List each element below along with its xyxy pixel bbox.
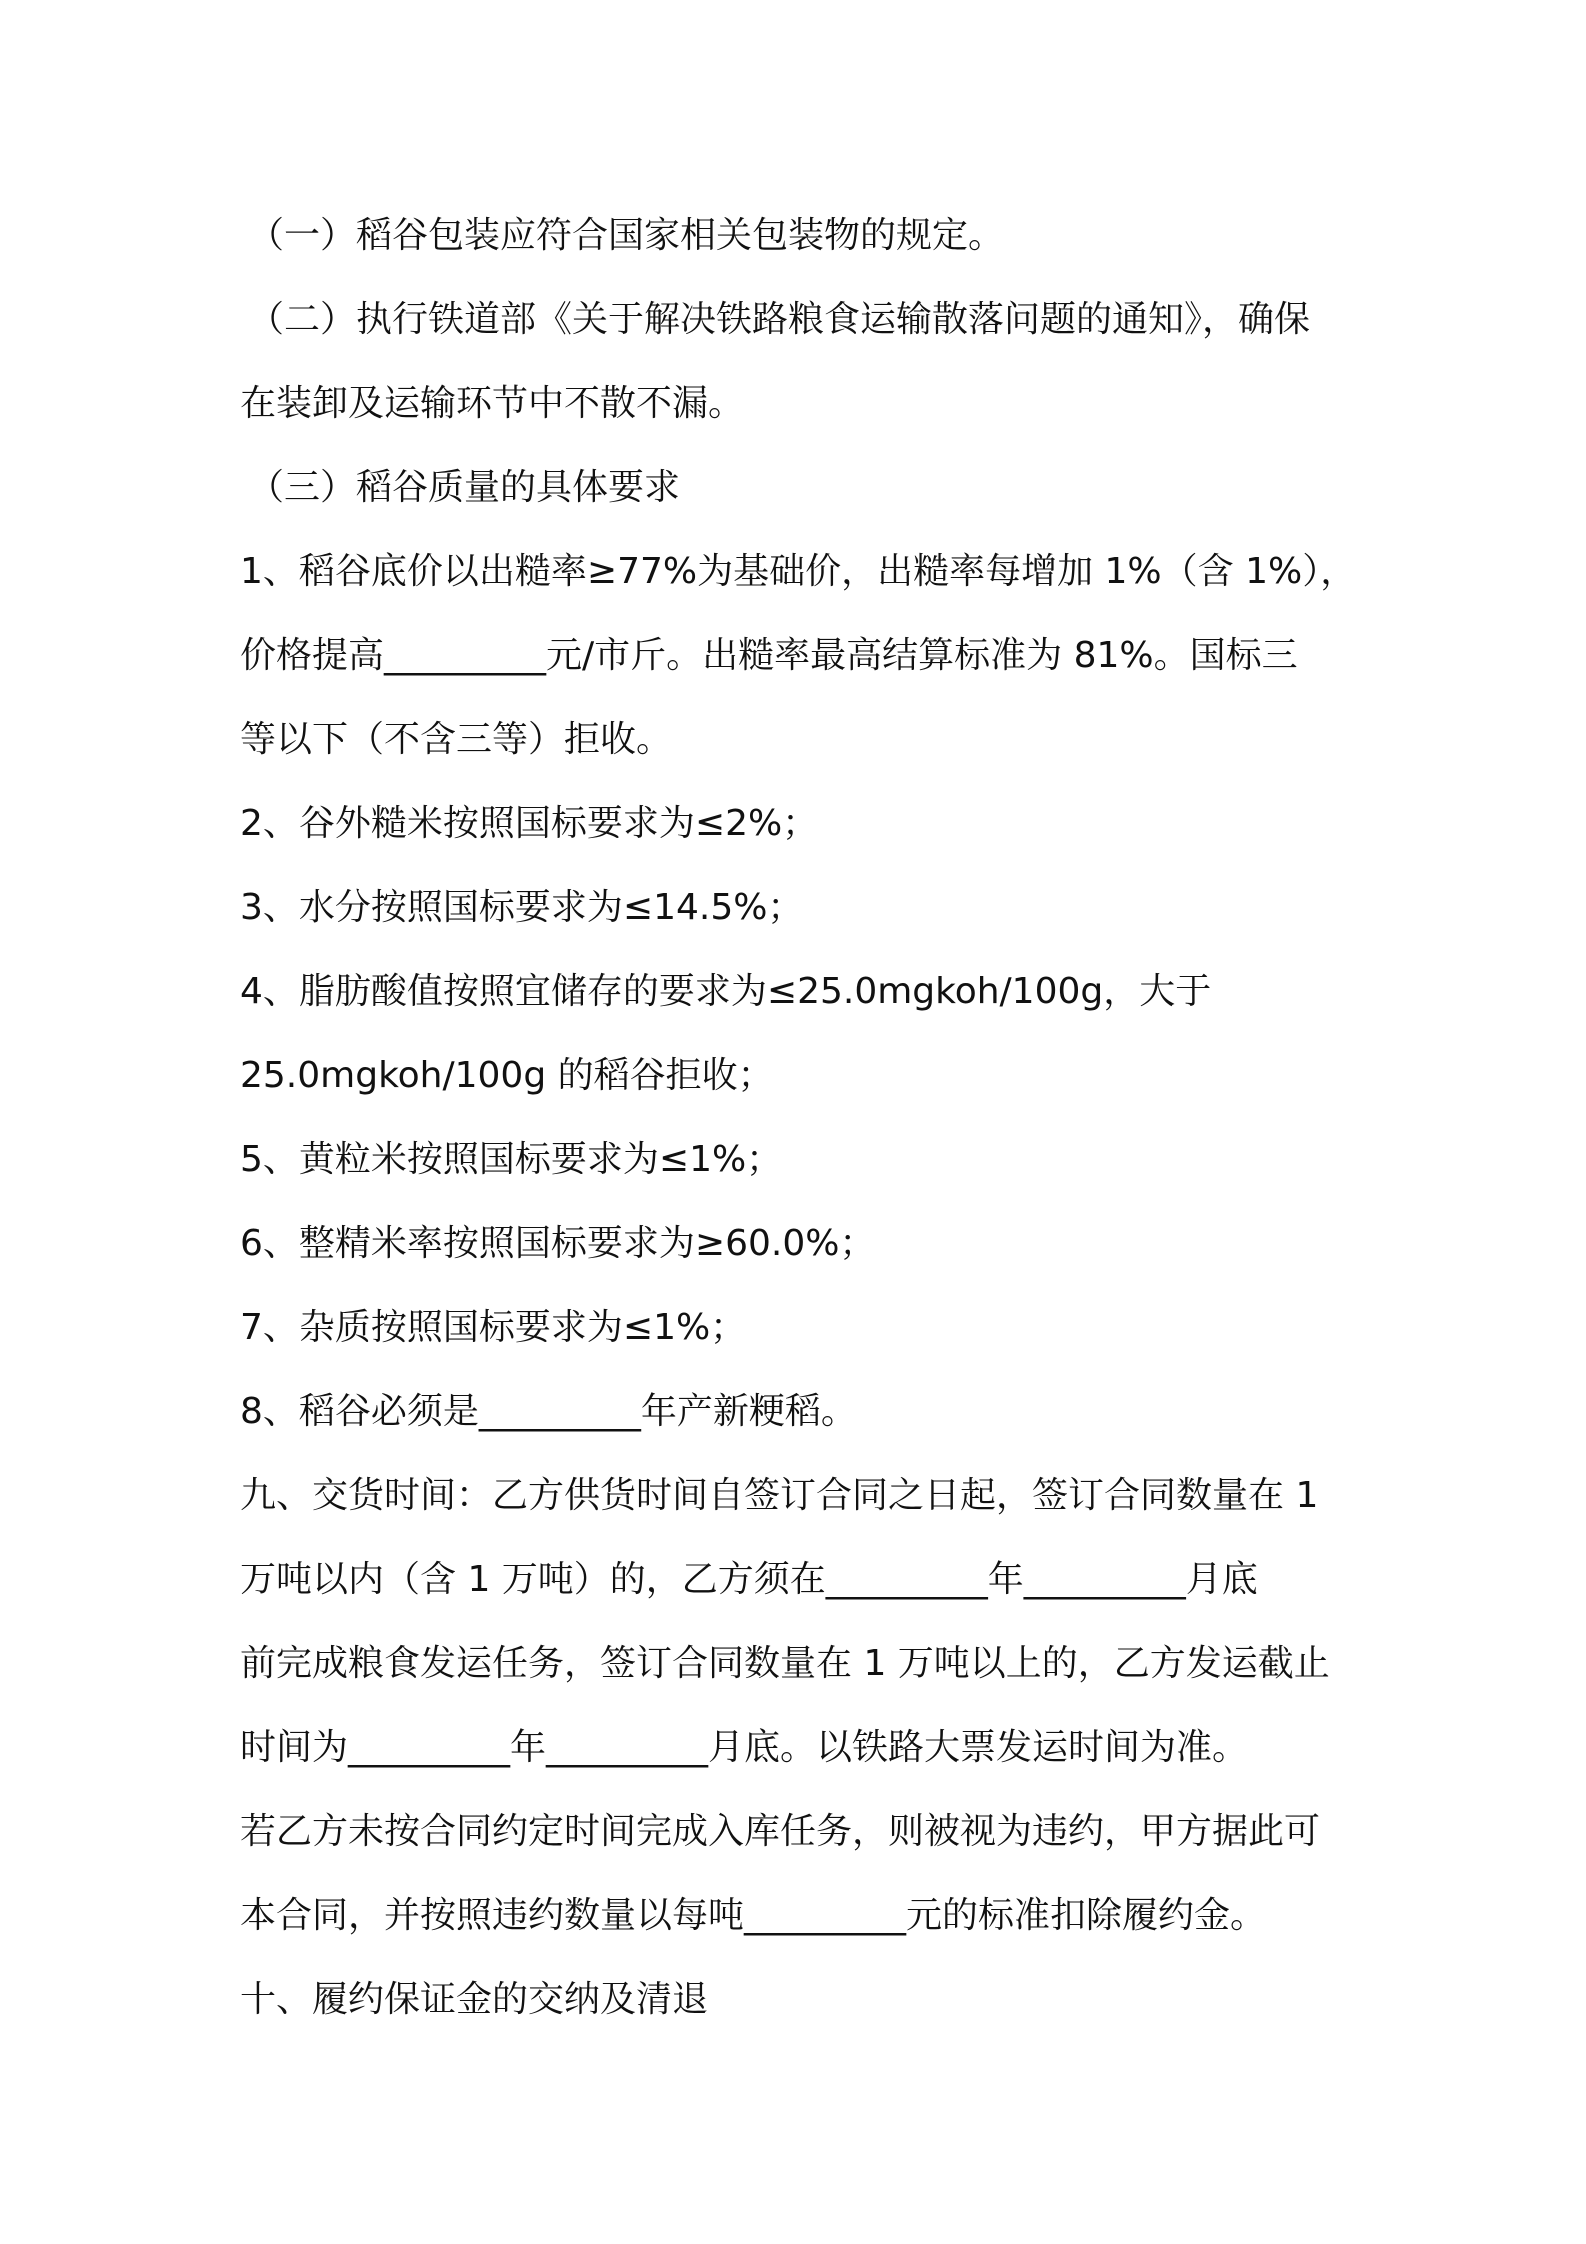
section-delivery-time-cont: 万吨以内（含 1 万吨）的，乙方须在_________年_________月底 bbox=[240, 1559, 1258, 1600]
breach-clause-cont: 本合同，并按照违约数量以每吨_________元的标准扣除履约金。 bbox=[240, 1895, 1267, 1936]
section-deposit-heading: 十、履约保证金的交纳及清退 bbox=[240, 1979, 709, 2020]
quality-item-6: 6、整精米率按照国标要求为≥60.0%； bbox=[240, 1223, 876, 1264]
quality-item-7: 7、杂质按照国标要求为≤1%； bbox=[240, 1307, 747, 1348]
quality-item-5: 5、黄粒米按照国标要求为≤1%； bbox=[240, 1139, 783, 1180]
quality-item-1-cont: 价格提高_________元/市斤。出糙率最高结算标准为 81%。国标三 bbox=[240, 635, 1298, 676]
quality-item-1-cont-2: 等以下（不含三等）拒收。 bbox=[240, 719, 673, 760]
section-delivery-time-cont-2: 前完成粮食发运任务，签订合同数量在 1 万吨以上的，乙方发运截止 bbox=[240, 1643, 1330, 1684]
section-delivery-time: 九、交货时间：乙方供货时间自签订合同之日起，签订合同数量在 1 bbox=[240, 1475, 1319, 1516]
clause-packaging: （一）稻谷包装应符合国家相关包装物的规定。 bbox=[248, 215, 1005, 256]
quality-item-4: 4、脂肪酸值按照宜储存的要求为≤25.0mgkoh/100g，大于 bbox=[240, 971, 1212, 1012]
section-quality-heading: （三）稻谷质量的具体要求 bbox=[248, 467, 681, 508]
breach-clause: 若乙方未按合同约定时间完成入库任务，则被视为违约，甲方据此可 bbox=[240, 1811, 1321, 1852]
section-delivery-time-cont-3: 时间为_________年_________月底。以铁路大票发运时间为准。 bbox=[240, 1727, 1249, 1768]
document-body bbox=[240, 194, 1360, 2042]
quality-item-2: 2、谷外糙米按照国标要求为≤2%； bbox=[240, 803, 819, 844]
clause-railway-notice: （二）执行铁道部《关于解决铁路粮食运输散落问题的通知》，确保 bbox=[248, 299, 1311, 340]
quality-item-4-cont: 25.0mgkoh/100g 的稻谷拒收； bbox=[240, 1055, 774, 1096]
quality-item-8: 8、稻谷必须是_________年产新粳稻。 bbox=[240, 1391, 857, 1432]
quality-item-3: 3、水分按照国标要求为≤14.5%； bbox=[240, 887, 804, 928]
clause-railway-notice-cont: 在装卸及运输环节中不散不漏。 bbox=[240, 383, 745, 424]
quality-item-1: 1、稻谷底价以出糙率≥77%为基础价，出糙率每增加 1%（含 1%）， bbox=[240, 551, 1357, 592]
